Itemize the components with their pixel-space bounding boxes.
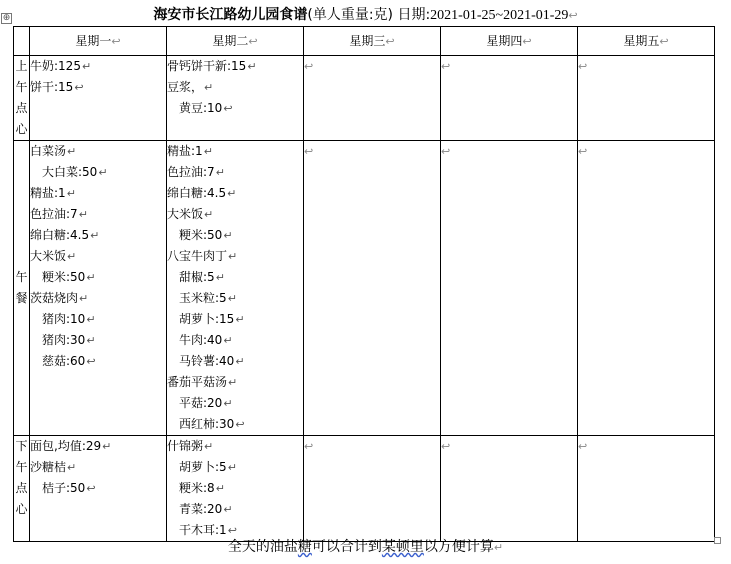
dish-line: [167, 372, 303, 393]
line-text: 茨菇烧肉: [30, 291, 79, 305]
ingredient-line: [30, 309, 166, 330]
line-text: 西红柿:30: [179, 417, 235, 431]
line-text: 骨钙饼干新:15: [167, 59, 247, 73]
line-text: 胡萝卜:15: [179, 312, 235, 326]
paragraph-mark-icon: ↵: [86, 271, 96, 284]
cell-end-mark: ↩: [578, 440, 588, 453]
paragraph-mark-icon: ↩: [568, 9, 578, 22]
dish-line: [30, 77, 166, 98]
ingredient-line: [167, 457, 303, 478]
meal-label-char: 下: [15, 439, 28, 453]
line-text: 桔子:50: [42, 481, 86, 495]
cell-end-mark: ↩: [304, 60, 314, 73]
menu-cell[interactable]: [441, 56, 578, 141]
meal-label-char: 餐: [15, 291, 28, 305]
paragraph-mark-icon: ↩: [74, 81, 84, 94]
line-text: 粳米:50: [42, 270, 86, 284]
header-row: [14, 27, 715, 56]
ingredient-line: [30, 478, 166, 499]
line-text: 八宝牛肉丁: [167, 249, 228, 263]
line-text: 番茄平菇汤: [167, 375, 228, 389]
paragraph-mark-icon: ↵: [67, 145, 77, 158]
cell-end-mark: ↩: [304, 145, 314, 158]
table-move-handle-icon[interactable]: ⊕: [2, 13, 11, 23]
line-text: 马铃薯:40: [179, 354, 235, 368]
line-text: 猪肉:10: [42, 312, 86, 326]
cell-end-mark: ↩: [441, 145, 451, 158]
spell-underline: 某顿里: [381, 539, 424, 555]
spell-underline: 糖: [297, 539, 312, 555]
paragraph-mark-icon: ↵: [204, 208, 214, 221]
page-title: [0, 6, 731, 25]
cell-end-mark: ↩: [441, 440, 451, 453]
meal-label: [14, 56, 30, 141]
dish-line: [30, 288, 166, 309]
cell-end-mark: ↩: [578, 60, 588, 73]
dish-line: [167, 162, 303, 183]
dish-line: [30, 183, 166, 204]
dish-line: [30, 436, 166, 457]
paragraph-mark-icon: ↩: [223, 102, 233, 115]
dish-line: [167, 77, 303, 98]
menu-table: [13, 26, 715, 542]
header-day-4: 星期四↩: [441, 27, 578, 56]
meal-label-char: 上: [15, 59, 28, 73]
ingredient-line: [167, 414, 303, 435]
dish-line: [167, 183, 303, 204]
line-text: 慈菇:60: [42, 354, 86, 368]
paragraph-mark-icon: ↵: [79, 292, 89, 305]
paragraph-mark-icon: ↵: [228, 376, 238, 389]
meal-label-char: 点: [15, 101, 28, 115]
line-text: 色拉油:7: [167, 165, 215, 179]
title-dates: 2021-01-25~2021-01-29: [430, 8, 569, 23]
line-text: 大米饭: [30, 249, 67, 263]
dish-line: [30, 56, 166, 77]
paragraph-mark-icon: ↵: [102, 440, 112, 453]
line-text: 干木耳:1: [179, 523, 227, 537]
cell-end-mark: ↩: [578, 145, 588, 158]
paragraph-mark-icon: ↵: [223, 334, 233, 347]
paragraph-mark-icon: ↵: [203, 145, 213, 158]
line-text: 猪肉:30: [42, 333, 86, 347]
paragraph-mark-icon: ↵: [90, 229, 100, 242]
meal-label-char: 心: [15, 502, 28, 516]
paragraph-mark-icon: ↵: [223, 503, 233, 516]
meal-label-char: 午: [15, 80, 28, 94]
paragraph-mark-icon: ↵: [223, 397, 233, 410]
paragraph-mark-icon: ↵: [215, 482, 225, 495]
line-text: 精盐:1: [30, 186, 66, 200]
line-text: 玉米粒:5: [179, 291, 227, 305]
line-text: 什锦粥: [167, 439, 204, 453]
line-text: 绵白糖:4.5: [167, 186, 227, 200]
paragraph-mark-icon: ↵: [67, 461, 77, 474]
line-text: 胡萝卜:5: [179, 460, 227, 474]
footer-note: 全天的油盐糖可以合计到某顿里以方便计算↵: [227, 539, 504, 555]
meal-label: [14, 141, 30, 436]
line-text: 牛奶:125: [30, 59, 81, 73]
dish-line: [167, 436, 303, 457]
paragraph-mark-icon: ↵: [66, 187, 76, 200]
meal-label: [14, 436, 30, 542]
dish-line: [30, 457, 166, 478]
cell-end-mark: ↩: [441, 60, 451, 73]
line-text: 青菜:20: [179, 502, 223, 516]
ingredient-line: [167, 225, 303, 246]
menu-cell[interactable]: [304, 436, 441, 542]
ingredient-line: [30, 162, 166, 183]
title-date-label: 日期:: [397, 7, 431, 23]
paragraph-mark-icon: ↵: [223, 229, 233, 242]
meal-label-char: 心: [15, 122, 28, 136]
ingredient-line: [167, 288, 303, 309]
menu-cell[interactable]: [441, 436, 578, 542]
meal-label-char: 点: [15, 481, 28, 495]
line-text: 饼干:15: [30, 80, 74, 94]
row-afternoon-snack: [14, 436, 715, 542]
meal-label-char: 午: [15, 270, 28, 284]
menu-cell[interactable]: [578, 56, 715, 141]
row-morning-snack: [14, 56, 715, 141]
row-lunch: [14, 141, 715, 436]
menu-cell[interactable]: [30, 141, 167, 436]
ingredient-line: [30, 267, 166, 288]
paragraph-mark-icon: ↵: [228, 250, 238, 263]
line-text: 白菜汤: [30, 144, 67, 158]
menu-cell[interactable]: [304, 56, 441, 141]
paragraph-mark-icon: ↵: [81, 60, 92, 73]
paragraph-mark-icon: ↵: [204, 440, 214, 453]
dish-line: [30, 246, 166, 267]
paragraph-mark-icon: ↩: [86, 482, 96, 495]
dish-line: [30, 204, 166, 225]
paragraph-mark-icon: ↵: [227, 187, 237, 200]
menu-cell[interactable]: [30, 436, 167, 542]
menu-cell[interactable]: [167, 436, 304, 542]
dish-line: [167, 204, 303, 225]
paragraph-mark-icon: ↵: [67, 250, 77, 263]
menu-cell[interactable]: [578, 436, 715, 542]
menu-cell[interactable]: [167, 141, 304, 436]
header-day-3: 星期三↩: [304, 27, 441, 56]
paragraph-mark-icon: ↵: [235, 313, 245, 326]
line-text: 大白菜:50: [42, 165, 98, 179]
title-main: 海安市长江路幼儿园食谱: [153, 7, 308, 23]
menu-cell[interactable]: [167, 56, 304, 141]
ingredient-line: [167, 330, 303, 351]
dish-line: [167, 56, 303, 77]
header-day-5: 星期五↩: [578, 27, 715, 56]
menu-cell[interactable]: [304, 141, 441, 436]
header-corner-cell: [14, 27, 30, 56]
ingredient-line: [167, 499, 303, 520]
paragraph-mark-icon: ↵: [78, 208, 88, 221]
paragraph-mark-icon: ↵: [204, 81, 214, 94]
paragraph-mark-icon: ↵: [247, 60, 257, 73]
line-text: 精盐:1: [167, 144, 203, 158]
menu-cell[interactable]: [441, 141, 578, 436]
dish-line: [167, 141, 303, 162]
ingredient-line: [30, 351, 166, 372]
meal-label-char: 午: [15, 460, 28, 474]
paragraph-mark-icon: ↵: [493, 541, 504, 554]
ingredient-line: [167, 478, 303, 499]
paragraph-mark-icon: ↵: [227, 292, 237, 305]
line-text: 平菇:20: [179, 396, 223, 410]
dish-line: [167, 246, 303, 267]
ingredient-line: [167, 267, 303, 288]
paragraph-mark-icon: ↵: [215, 271, 225, 284]
header-day-2: 星期二↩: [167, 27, 304, 56]
cell-end-mark: ↩: [304, 440, 314, 453]
paragraph-mark-icon: ↵: [86, 313, 96, 326]
line-text: 粳米:8: [179, 481, 215, 495]
paragraph-mark-icon: ↵: [98, 166, 108, 179]
paragraph-mark-icon: ↩: [227, 524, 237, 537]
menu-cell[interactable]: [578, 141, 715, 436]
dish-line: [30, 225, 166, 246]
line-text: 甜椒:5: [179, 270, 215, 284]
paragraph-mark-icon: ↵: [86, 334, 96, 347]
header-day-1: 星期一↩: [30, 27, 167, 56]
title-unit: (单人重量:克): [307, 7, 393, 23]
line-text: 粳米:50: [179, 228, 223, 242]
paragraph-mark-icon: ↵: [215, 166, 225, 179]
paragraph-mark-icon: ↩: [235, 418, 245, 431]
line-text: 牛肉:40: [179, 333, 223, 347]
ingredient-line: [30, 330, 166, 351]
line-text: 黄豆:10: [179, 101, 223, 115]
line-text: 大米饭: [167, 207, 204, 221]
menu-cell[interactable]: [30, 56, 167, 141]
line-text: 色拉油:7: [30, 207, 78, 221]
line-text: 沙糖桔: [30, 460, 67, 474]
line-text: 绵白糖:4.5: [30, 228, 90, 242]
ingredient-line: [167, 98, 303, 119]
ingredient-line: [167, 309, 303, 330]
ingredient-line: [167, 393, 303, 414]
dish-line: [30, 141, 166, 162]
paragraph-mark-icon: ↵: [227, 461, 237, 474]
paragraph-mark-icon: ↩: [86, 355, 96, 368]
paragraph-mark-icon: ↵: [235, 355, 245, 368]
line-text: 豆浆，: [167, 80, 204, 94]
ingredient-line: [167, 351, 303, 372]
line-text: 面包,均值:29: [30, 439, 102, 453]
